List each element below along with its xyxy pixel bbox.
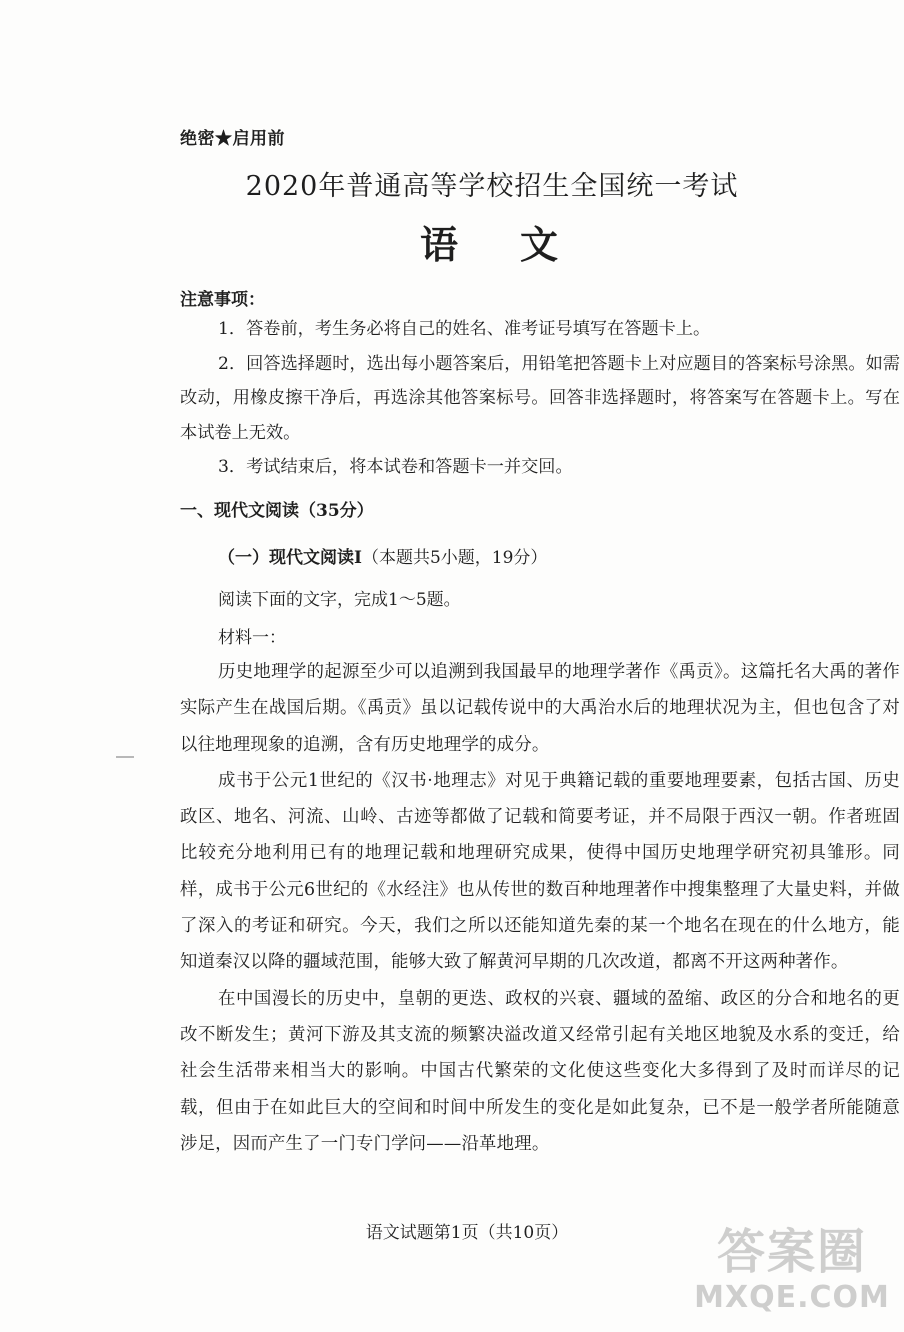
note-item: 1．答卷前，考生务必将自己的姓名、准考证号填写在答题卡上。	[218, 319, 711, 339]
passage-body	[180, 654, 900, 1162]
note-item: 2．回答选择题时，选出每小题答案后，用铅笔把答题卡上对应题目的答案标号涂黑。如需改动，用橡皮擦干净后，再选涂其他答案标号。回答非选择题时，将答案写在答题卡上。写在本试卷上无效。	[180, 353, 900, 443]
subsection-title: （一）现代文阅读Ⅰ	[218, 548, 362, 568]
subject-title: 语文	[419, 222, 620, 267]
passage-paragraph: 成书于公元1世纪的《汉书·地理志》对见于典籍记载的重要地理要素，包括古国、历史政区、地名、河流、山岭、古迹等都做了记载和简要考证，并不局限于西汉一朝。作者班固比较充分地利用已有的地理记载和地理研究成果，使得中国历史地理学研究初具雏形。同样，成书于公元6世纪的《水经注》也从传世的数百种地理著作中搜集整理了大量史料，并做了深入的考证和研究。今天，我们之所以还能知道先秦的某一个地名在现在的什么地方，能知道秦汉以降的疆域范围，能够大致了解黄河早期的几次改道，都离不开这两种著作。	[180, 770, 900, 973]
exam-title: 2020年普通高等学校招生全国统一考试	[245, 171, 739, 202]
note-item: 3．考试结束后，将本试卷和答题卡一并交回。	[218, 457, 573, 477]
watermark-url: MXQE.COM	[694, 1280, 890, 1315]
passage-paragraph: 历史地理学的起源至少可以追溯到我国最早的地理学著作《禹贡》。这篇托名大禹的著作实际产生在战国后期。《禹贡》虽以记载传说中的大禹治水后的地理状况为主，但也包含了对以往地理现象的追溯，含有历史地理学的成分。	[180, 662, 900, 755]
notes-heading: 注意事项：	[180, 290, 265, 310]
page-footer: 语文试题第1页（共10页）	[365, 1223, 569, 1243]
scan-speck	[116, 756, 134, 758]
classification-label: 绝密★启用前	[180, 129, 285, 149]
subsection-detail: （本题共5小题，19分）	[361, 548, 548, 568]
watermark	[692, 1224, 892, 1324]
watermark-logo: 答案圈	[716, 1224, 867, 1280]
subsection-heading	[218, 543, 547, 568]
material-label: 材料一：	[218, 628, 286, 648]
reading-instruction: 阅读下面的文字，完成1～5题。	[218, 590, 461, 610]
passage-paragraph: 在中国漫长的历史中，皇朝的更迭、政权的兴衰、疆域的盈缩、政区的分合和地名的更改不断发生；黄河下游及其支流的频繁决溢改道又经常引起有关地区地貌及水系的变迁，给社会生活带来相当大的影响。中国古代繁荣的文化使这些变化大多得到了及时而详尽的记载，但由于在如此巨大的空间和时间中所发生的变化是如此复杂，已不是一般学者所能随意涉足，因而产生了一门专门学问——沿革地理。	[180, 988, 900, 1154]
notes-list	[180, 312, 900, 485]
section-heading: 一、现代文阅读（35分）	[180, 501, 374, 521]
